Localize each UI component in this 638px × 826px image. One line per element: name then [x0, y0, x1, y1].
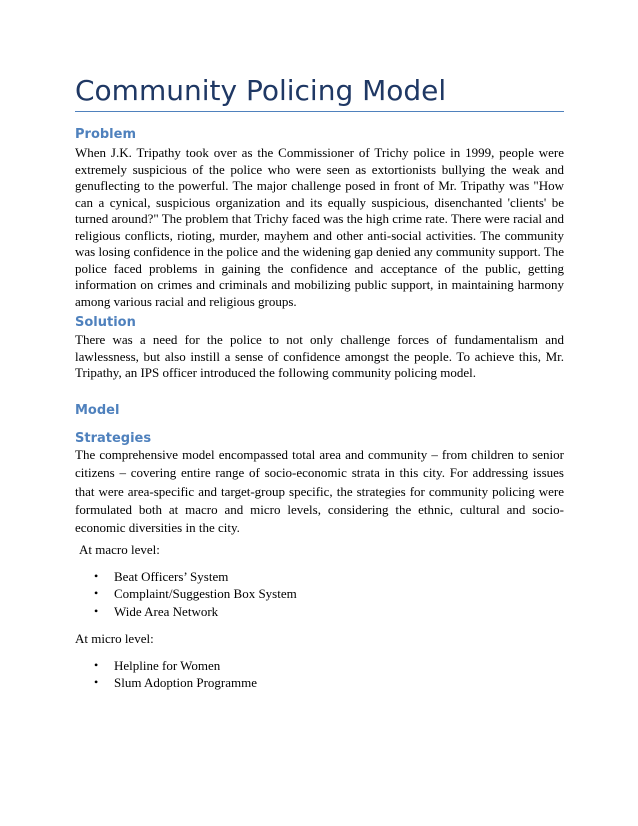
list-item — [91, 603, 297, 620]
list-item — [91, 568, 297, 585]
micro-level-list — [91, 657, 257, 692]
problem-heading: Problem — [75, 127, 136, 142]
solution-heading: Solution — [75, 315, 136, 330]
micro-item-label: Helpline for Women — [114, 658, 221, 673]
micro-level-label: At micro level: — [75, 631, 154, 646]
bullet-icon: • — [94, 658, 99, 672]
micro-item-label: Slum Adoption Programme — [114, 675, 257, 691]
solution-paragraph: There was a need for the police to not only challenge forces of fundamentalism and lawlessness, but also instill a sense of confidence amongst the people. To achieve this, Mr. Tripathy, an IPS officer introduced the following community policing model. — [75, 332, 564, 380]
bullet-icon: • — [94, 603, 99, 618]
model-heading: Model — [75, 403, 120, 418]
title-underline — [75, 111, 564, 112]
macro-level-label: At macro level: — [79, 542, 160, 557]
macro-item-label: Complaint/Suggestion Box System — [114, 586, 297, 602]
list-item — [91, 674, 257, 691]
macro-item-label: Beat Officers’ System — [114, 569, 229, 584]
bullet-icon: • — [94, 675, 99, 690]
list-item — [91, 585, 297, 602]
problem-paragraph: When J.K. Tripathy took over as the Commissioner of Trichy police in 1999, people were extremely suspicious of the police who were seen as extortionists bullying the weak and genuflecting to the powerful. The major challenge posed in front of Mr. Tripathy was "How can a cynical, suspicious organization and its equally suspicious, disenchanted 'clients' be turned around?" The problem that Trichy faced was the high crime rate. There were racial and religious conflicts, rioting, murder, mayhem and other anti-social activities. The community was losing confidence in the police and the widening gap denied any community support. The police faced problems in gaining the confidence and acceptance of the public, getting information on crimes and criminals and mobilizing public support, in maintaining harmony among various racial and religious groups. — [75, 145, 564, 309]
macro-item-label: Wide Area Network — [114, 603, 219, 619]
bullet-icon: • — [94, 586, 99, 601]
macro-level-list — [91, 568, 297, 620]
document-title: Community Policing Model — [75, 74, 447, 107]
strategies-paragraph: The comprehensive model encompassed total area and community – from children to senior citizens – covering entire range of socio-economic strata in this city. For addressing issues that were area-specific and target-group specific, the strategies for community policing were formulated both at macro and micro levels, considering the ethnic, cultural and socio-economic diversities in the city. — [75, 447, 564, 536]
bullet-icon: • — [94, 569, 99, 583]
strategies-heading: Strategies — [75, 431, 152, 446]
list-item — [91, 657, 257, 674]
